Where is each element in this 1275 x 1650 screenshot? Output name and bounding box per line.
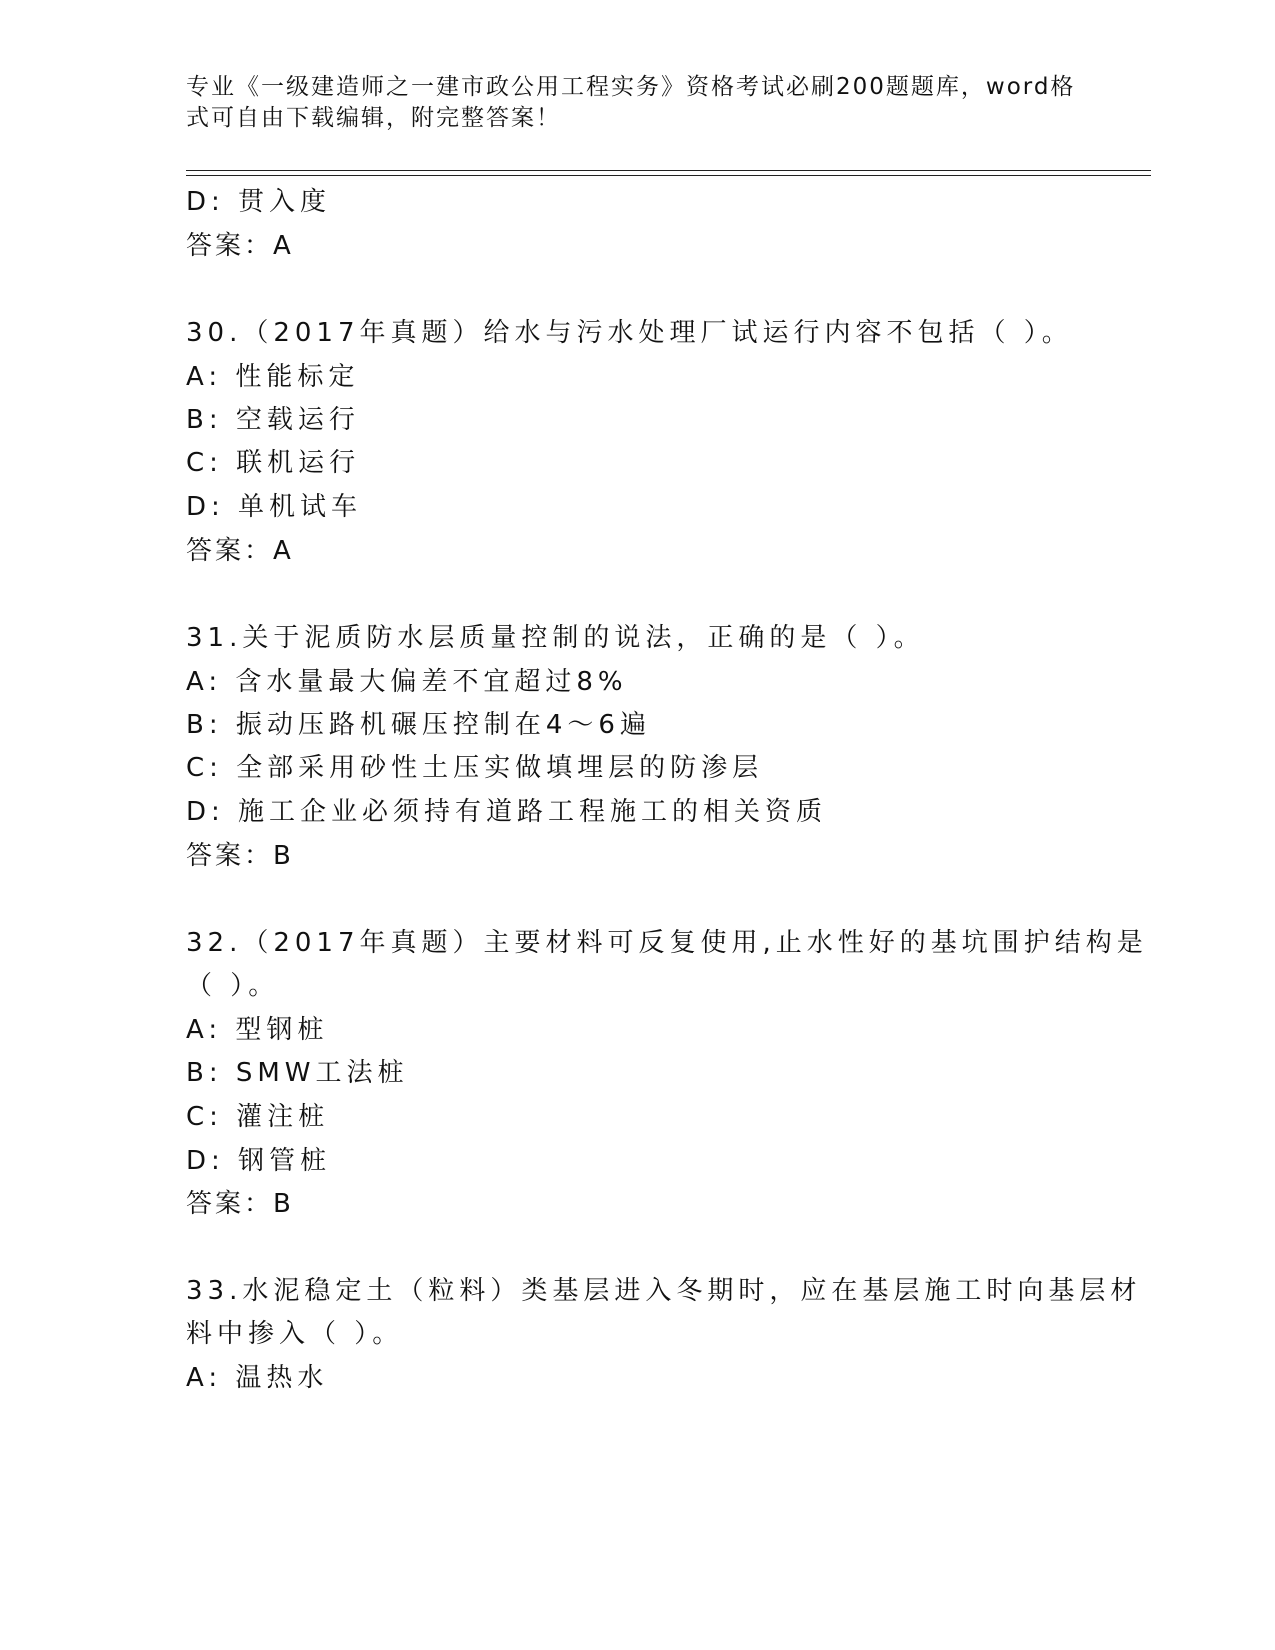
q30-option-d: D: 单机试车 xyxy=(186,492,363,522)
header-title-line1: 专业《一级建造师之一建市政公用工程实务》资格考试必刷200题题库，word格 xyxy=(186,74,1076,100)
q30-option-c: C: 联机运行 xyxy=(186,448,361,478)
q33-stem-line1: 33.水泥稳定土（粒料）类基层进入冬期时，应在基层施工时向基层材 xyxy=(186,1276,1142,1306)
prev-answer: 答案：A xyxy=(186,231,294,261)
q32-option-d: D: 钢管桩 xyxy=(186,1146,332,1176)
q30-answer: 答案：A xyxy=(186,536,294,566)
q33-stem-line2: 料中掺入（ ）。 xyxy=(186,1319,404,1349)
q31-option-b: B: 振动压路机碾压控制在4～6遍 xyxy=(186,710,651,740)
q30-option-a: A: 性能标定 xyxy=(186,362,360,392)
q31-option-d: D: 施工企业必须持有道路工程施工的相关资质 xyxy=(186,797,828,827)
q30-option-b: B: 空载运行 xyxy=(186,405,360,435)
prev-option-d: D: 贯入度 xyxy=(186,187,332,217)
q31-stem: 31.关于泥质防水层质量控制的说法，正确的是（ ）。 xyxy=(186,623,925,653)
header-title-line2: 式可自由下载编辑，附完整答案！ xyxy=(186,105,561,131)
q32-answer: 答案：B xyxy=(186,1189,294,1219)
q30-stem: 30.（2017年真题）给水与污水处理厂试运行内容不包括（ ）。 xyxy=(186,318,1073,348)
q32-stem-line1: 32.（2017年真题）主要材料可反复使用,止水性好的基坑围护结构是 xyxy=(186,928,1148,958)
q31-option-c: C: 全部采用砂性土压实做填埋层的防渗层 xyxy=(186,753,764,783)
q33-option-a: A: 温热水 xyxy=(186,1363,329,1393)
q31-option-a: A: 含水量最大偏差不宜超过8% xyxy=(186,667,628,697)
header-divider-bottom xyxy=(186,175,1151,176)
q32-option-c: C: 灌注桩 xyxy=(186,1102,330,1132)
q32-option-b: B: SMW工法桩 xyxy=(186,1058,409,1088)
q32-stem-line2: （ ）。 xyxy=(186,971,280,1001)
q32-option-a: A: 型钢桩 xyxy=(186,1015,329,1045)
header-divider-top xyxy=(186,170,1151,171)
q31-answer: 答案：B xyxy=(186,841,294,871)
